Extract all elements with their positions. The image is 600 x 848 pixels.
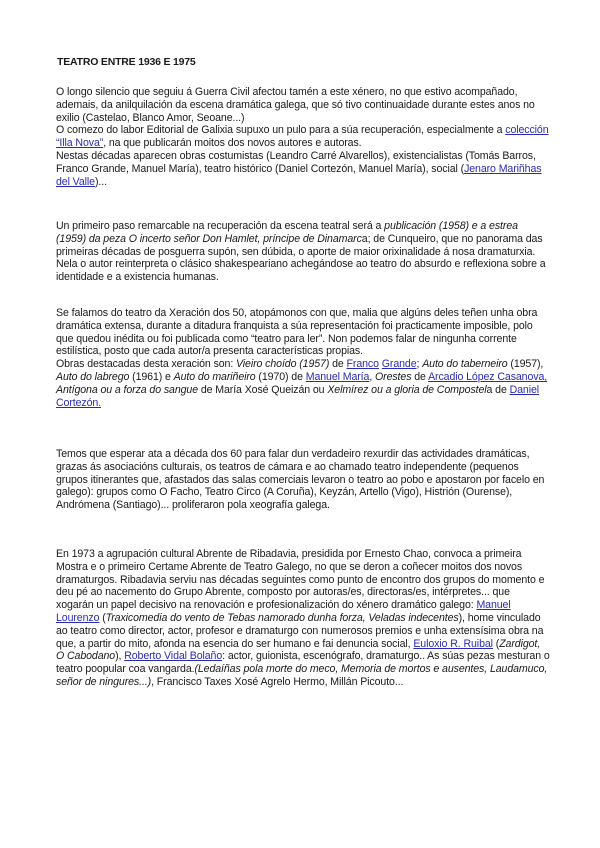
link-manuel-maria[interactable]: Manuel María — [305, 370, 370, 383]
link-franco[interactable]: Franco — [346, 358, 379, 371]
link-roberto-vidal-bolano[interactable]: Roberto Vidal Bolaño — [124, 650, 223, 663]
link-euloxio-ruibal[interactable]: Euloxio R. Ruibal — [413, 637, 493, 650]
section-xeracion-50 — [56, 307, 550, 409]
link-jenaro[interactable]: Jenaro Mariñhas del Valle — [56, 162, 542, 188]
link-manuel-lourenzo[interactable]: Manuel Lourenzo — [56, 599, 511, 624]
link-grande[interactable]: Grande — [381, 358, 417, 371]
paragraph-galaxia: O comezo do labor Editorial de Galixia supuxo un pulo para a súa recuperación, especialmente a colección “Illa Nova”, na que publicarán moitos dos novos autores e autoras. — [56, 124, 549, 150]
link-illa-nova[interactable]: colección “Illa Nova” — [56, 124, 549, 150]
section-cunqueiro — [56, 220, 550, 284]
paragraph-silence: O longo silencio que seguiu á Guerra Civil afectou tamén a este xénero, no que estivo acompañado, ademais, da anilquilación da escena dramática galega, que só tivo continuaidade durante estes anos no exilio (Castelao, Blanco Amor, Seoane...) — [56, 86, 535, 124]
paragraph-decades: Nestas décadas aparecen obras costumistas (Leandro Carré Alvarellos), existencialistas (Tomás Barros, Franco Grande, Manuel María), teatro histórico (Daniel Cortezón, Manuel María), social (Jenaro Mariñhas del Valle)... — [56, 149, 542, 188]
link-arcadio[interactable]: Arcadio López Casanova, — [428, 370, 548, 383]
section-exile — [56, 86, 550, 188]
paragraph-xeracion: Se falamos do teatro da Xeración dos 50, atopámonos con que, malia que algúns deles teñen unha obra dramática extensa, durante a ditadura franquista a súa representación foi practicamente imposible, polo que quedou inédita ou foi publicada como “teatro para ler”. Non podemos falar de ningunha corrente estilística, posto que cada autor/a presenta características propias. — [56, 307, 538, 358]
paragraph-independente: Temos que esperar ata a década dos 60 para falar dun verdadeiro rexurdir das actividades dramáticas, grazas ás asociacións culturais, os teatros de cámara e ao chamado teatro independente (pequenos grupos itinerantes que, afastados das salas comerciais levaron o teatro ao pobo e apostaron por facelo en galego): grupos como O Facho, Teatro Circo (A Coruña), Keyzán, Artello (Vigo), Histrión (Ourense), Andrómena (Santiago)... proliferaron pola xeografía galega. — [56, 448, 545, 512]
link-daniel-cortezon[interactable]: Daniel Cortezón. — [56, 383, 540, 409]
paragraph-abrente: En 1973 a agrupación cultural Abrente de Ribadavia, presidida por Ernesto Chao, convoca a primeira Mostra e o primeiro Certame Abrente de Teatro Galego, no que se deron a coñecer moitos dos novos dramaturgos. Ribadavia serviu nas décadas seguintes como punto de encontro dos grupos do momento e deu pé ao nacemento do Grupo Abrente, composto por autoras/es, directoras/es, intérpretes... que xogarán un papel decisivo na renovación e profesionalización do xénero dramático galego: Manuel Lourenzo (Traxicomedia do vento de Tebas namorado dunha forza, Veladas indecentes), home vinculado ao teatro como director, actor, profesor e dramaturgo con numerosos premios e unha extensísima obra na que, a partir do mito, afonda na esencia do ser humano e fai denuncia social, Euloxio R. Ruibal (Zardigot, O Cabodano), Roberto Vidal Bolaño: actor, guionista, escenógrafo, dramaturgo.. As súas pezas mesturan o teatro poopular coa vangarda.(Ledaíñas pola morte do meco, Memoria de mortos e ausentes, Laudamuco, señor de ningures...), Francisco Taxes Xosé Agrelo Hermo, Millán Picouto... — [56, 548, 550, 688]
paragraph-cunqueiro: Un primeiro paso remarcable na recuperación da escena teatral será a publicación (1958) e a estrea (1959) da peza O incerto señor Don Hamlet, príncipe de Dinamarca; de Cunqueiro, que no panorama das primeiras décadas de posguerra supón, sen dúbida, o aporte de maior orixinalidade á nosa dramaturxia. Nela o autor reinterpreta o clásico shakespeariano achegándose ao teatro do absurdo e reflexiona sobre a identidade e a existencia humanas. — [56, 220, 546, 284]
section-decada-60 — [56, 448, 550, 512]
paragraph-obras: Obras destacadas desta xeración son: Vieiro choído (1957) de Franco Grande; Auto do taberneiro (1957), Auto do labrego (1961) e Auto do mariñeiro (1970) de Manuel María, Orestes de Arcadio López Casanova, Antígona ou a forza do sangue de María Xosé Queizán ou Xelmírez ou a gloria de Compostela de Daniel Cortezón. — [56, 358, 548, 409]
document-title: TEATRO ENTRE 1936 E 1975 — [57, 56, 196, 68]
section-abrente — [56, 548, 550, 689]
